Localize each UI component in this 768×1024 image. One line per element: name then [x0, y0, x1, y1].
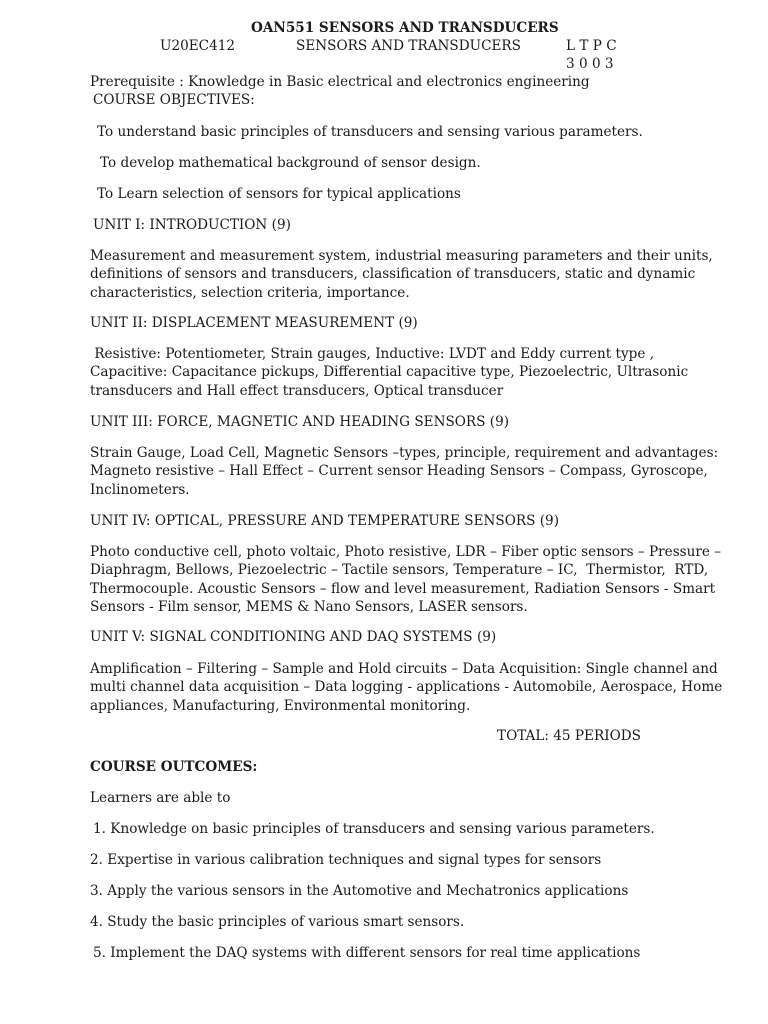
unit-line: Inclinometers. [90, 481, 190, 498]
objective-item: To develop mathematical background of sensor design. [100, 155, 481, 171]
unit-line: Photo conductive cell, photo voltaic, Photo resistive, LDR – Fiber optic sensors – Pressure – [90, 544, 722, 560]
unit-line: Amplification – Filtering – Sample and Hold circuits – Data Acquisition: Single channel and [90, 661, 718, 677]
unit-line: Capacitive: Capacitance pickups, Differential capacitive type, Piezoelectric, Ultrasonic [90, 364, 689, 381]
prerequisite: Prerequisite : Knowledge in Basic electrical and electronics engineering [90, 74, 590, 90]
unit-description [90, 345, 690, 400]
unit-line: Strain Gauge, Load Cell, Magnetic Sensors –types, principle, requirement and advantages: [90, 445, 719, 461]
unit-line: definitions of sensors and transducers, classification of transducers, static and dynamic [90, 266, 696, 283]
outcome-item: 4. Study the basic principles of various smart sensors. [90, 914, 465, 930]
unit-description [90, 444, 719, 499]
unit-heading: UNIT I: INTRODUCTION (9) [93, 217, 291, 233]
objective-item: To Learn selection of sensors for typical applications [97, 186, 461, 202]
unit-line: Measurement and measurement system, industrial measuring parameters and their units, [90, 248, 713, 264]
outcomes-heading: COURSE OUTCOMES: [90, 759, 258, 775]
unit-heading: UNIT IV: OPTICAL, PRESSURE AND TEMPERATURE SENSORS (9) [90, 513, 560, 529]
unit-line: Resistive: Potentiometer, Strain gauges, Inductive: LVDT and Eddy current type , [90, 346, 655, 362]
course-code: U20EC412 [160, 38, 236, 54]
unit-line: Magneto resistive – Hall Effect – Current sensor Heading Sensors – Compass, Gyroscope, [90, 463, 708, 480]
course-title: OAN551 SENSORS AND TRANSDUCERS [251, 20, 559, 36]
unit-line: appliances, Manufacturing, Environmental monitoring. [90, 697, 471, 714]
outcome-item: 3. Apply the various sensors in the Automotive and Mechatronics applications [90, 883, 629, 899]
unit-line: multi channel data acquisition – Data logging - applications - Automobile, Aerospace, Home [90, 679, 723, 696]
unit-line: characteristics, selection criteria, importance. [90, 284, 410, 301]
unit-description [90, 660, 723, 715]
unit-heading: UNIT V: SIGNAL CONDITIONING AND DAQ SYSTEMS (9) [90, 629, 497, 645]
unit-description [90, 247, 713, 302]
outcomes-intro: Learners are able to [90, 790, 231, 806]
unit-heading: UNIT II: DISPLACEMENT MEASUREMENT (9) [90, 315, 418, 331]
unit-line: transducers and Hall effect transducers, Optical transducer [90, 382, 504, 399]
course-name: SENSORS AND TRANSDUCERS [296, 38, 521, 54]
total-periods: TOTAL: 45 PERIODS [497, 728, 641, 744]
objectives-heading: COURSE OBJECTIVES: [93, 92, 255, 108]
unit-line: Sensors - Film sensor, MEMS & Nano Sensors, LASER sensors. [90, 599, 528, 616]
outcome-item: 5. Implement the DAQ systems with different sensors for real time applications [93, 945, 641, 961]
unit-line: Diaphragm, Bellows, Piezoelectric – Tactile sensors, Temperature – IC, Thermistor, RTD, [90, 562, 709, 579]
objective-item: To understand basic principles of transducers and sensing various parameters. [97, 124, 643, 140]
unit-description [90, 543, 722, 617]
ltpc-values: 3 0 0 3 [566, 56, 614, 72]
outcome-item: 2. Expertise in various calibration techniques and signal types for sensors [90, 852, 602, 868]
ltpc-label: L T P C [566, 38, 617, 54]
outcome-item: 1. Knowledge on basic principles of transducers and sensing various parameters. [93, 821, 655, 837]
unit-line: Thermocouple. Acoustic Sensors – flow and level measurement, Radiation Sensors - Smart [90, 580, 716, 597]
unit-heading: UNIT III: FORCE, MAGNETIC AND HEADING SENSORS (9) [90, 414, 510, 430]
